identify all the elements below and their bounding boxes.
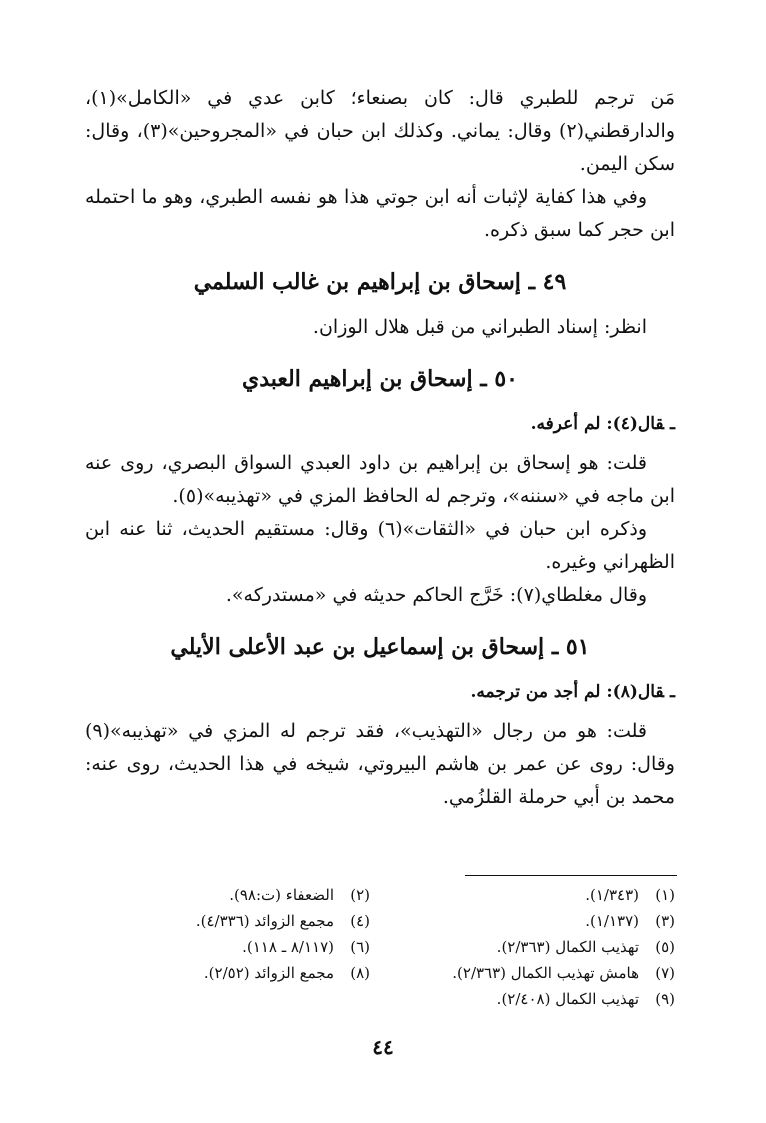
footnote-number: (٣): [655, 912, 675, 930]
quote-marker: ـ: [670, 682, 675, 702]
footnote-text: (٨/١١٧ ـ ١١٨).: [242, 938, 334, 956]
footnote-number: (٢): [350, 886, 370, 904]
entry-51-paragraph-1: قلت: هو من رجال «التهذيب»، فقد ترجم له المزي في «تهذيبه»(٩) وقال: روى عن عمر بن هاشم البيروتي، شيخه في هذا الحديث، روى عنه: محمد بن أبي حرملة القلزُمي.: [85, 720, 675, 808]
entry-51-label-text: قال(٨): لم أجد من ترجمه.: [470, 682, 665, 702]
footnote-text: مجمع الزوائد (٢/٥٢).: [203, 964, 334, 982]
paragraph-conclusion: وفي هذا كفاية لإثبات أنه ابن جوتي هذا هو نفسه الطبري، وهو ما احتمله ابن حجر كما سبق ذكره.: [85, 186, 675, 241]
main-text: [85, 82, 675, 814]
footnote-item: [390, 934, 675, 960]
entry-heading-49: ٤٩ ـ إسحاق بن إبراهيم بن غالب السلمي: [193, 269, 567, 295]
entry-50-paragraph-2: وذكره ابن حبان في «الثقات»(٦) وقال: مستقيم الحديث، ثنا عنه ابن الظهراني وغيره.: [85, 518, 675, 573]
footnote-divider: [465, 875, 677, 876]
entry-heading-51: ٥١ ـ إسحاق بن إسماعيل بن عبد الأعلى الأيلي: [170, 634, 590, 660]
page-number: ٤٤: [372, 1035, 394, 1059]
footnote-number: (٥): [655, 938, 675, 956]
footnote-item: [390, 882, 675, 908]
entry-50-paragraph-3: وقال مغلطاي(٧): خَرَّج الحاكم حديثه في «مستدركه».: [225, 584, 647, 606]
footnote-text: تهذيب الكمال (٢/٣٦٣).: [496, 938, 639, 956]
footnote-item: [390, 908, 675, 934]
footnote-item: [85, 934, 370, 960]
footnote-text: (١/٣٤٣).: [585, 886, 639, 904]
footnote-number: (٦): [350, 938, 370, 956]
footnote-text: هامش تهذيب الكمال (٢/٣٦٣).: [452, 964, 639, 982]
footnote-text: (١/١٣٧).: [585, 912, 639, 930]
entry-50-label: [85, 408, 675, 441]
entry-50-paragraph-1: قلت: هو إسحاق بن إبراهيم بن داود العبدي السواق البصري، روى عنه ابن ماجه في «سننه»، وترجم له الحافظ المزي في «تهذيبه»(٥).: [85, 452, 675, 507]
footnote-number: (٩): [655, 990, 675, 1008]
footnote-item: [85, 882, 370, 908]
footnote-item: [390, 986, 675, 1012]
footnote-text: مجمع الزوائد (٤/٣٣٦).: [195, 912, 334, 930]
footnote-number: (٧): [655, 964, 675, 982]
footnote-number: (١): [655, 886, 675, 904]
footnote-text: الضعفاء (ت:٩٨).: [229, 886, 334, 904]
entry-51-label: [85, 676, 675, 709]
footnote-item: [85, 960, 370, 986]
entry-heading-50: ٥٠ ـ إسحاق بن إبراهيم العبدي: [242, 366, 518, 392]
footnote-text: تهذيب الكمال (٢/٤٠٨).: [496, 990, 639, 1008]
footnote-number: (٤): [350, 912, 370, 930]
footnote-item: [390, 960, 675, 986]
paragraph-intro: مَن ترجم للطبري قال: كان بصنعاء؛ كابن عدي في «الكامل»(١)، والدارقطني(٢) وقال: يماني. وكذلك ابن حبان في «المجروحين»(٣)، وقال: سكن اليمن.: [85, 87, 675, 175]
entry-49-text: انظر: إسناد الطبراني من قبل هلال الوزان.: [312, 316, 647, 338]
quote-marker: ـ: [670, 414, 675, 434]
footnote-item: [85, 908, 370, 934]
footnotes: [85, 882, 675, 1012]
entry-50-label-text: قال(٤): لم أعرفه.: [530, 414, 665, 434]
footnote-number: (٨): [350, 964, 370, 982]
